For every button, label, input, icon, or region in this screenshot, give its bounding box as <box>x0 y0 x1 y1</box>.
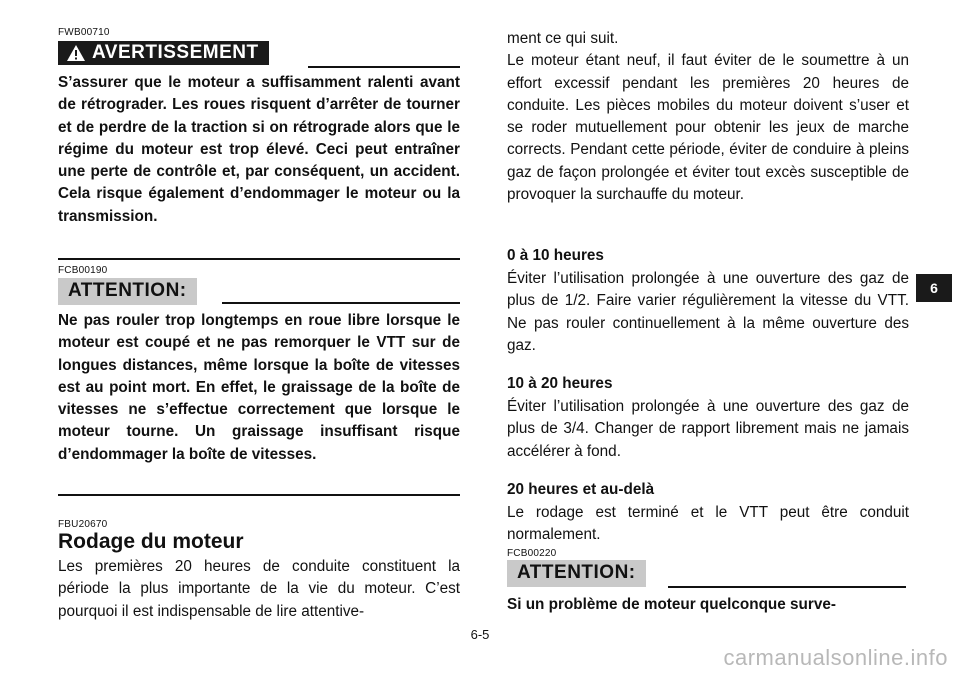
caution2-text: Si un problème de moteur quelconque surve- <box>507 596 836 613</box>
stage3-text: Le rodage est terminé et le VTT peut être conduit normalement. <box>507 504 909 544</box>
chapter-tab: 6 <box>916 274 952 302</box>
warning-text: S’assurer que le moteur a suffisamment ralenti avant de rétrograder. Les roues risquent d’arrêter de tourner et de perdre de la traction si on rétrograde alors que le régime du moteur est trop élevé. Ceci peut entraîner une perte de contrôle et, par conséquent, un accident. Cela risque également d’endommager le moteur ou la transmission. <box>58 74 460 225</box>
caution-label-box <box>58 280 197 302</box>
warning-label-text: AVERTISSEMENT <box>92 42 259 63</box>
stage2-heading: 10 à 20 heures <box>507 375 613 392</box>
caution-text: Ne pas rouler trop longtemps en roue libre lorsque le moteur est coupé et ne pas remorquer le VTT sur de longues distances, même lorsque la boîte de vitesses est au point mort. En effet, le graissage de la boîte de vitesses ne s’effectue correctement que lorsque le moteur tourne. Un graissage insuffisant risque d’endommager la boîte de vitesses. <box>58 312 460 463</box>
caution2-label-box <box>507 562 646 584</box>
caution-label: ATTENTION: <box>58 278 197 305</box>
caution2-header-rule <box>668 586 906 588</box>
watermark: carmanualsonline.info <box>723 645 948 670</box>
page-number: 6-5 <box>470 627 490 642</box>
caution-header-rule <box>222 302 460 304</box>
section-title: Rodage du moteur <box>58 530 244 553</box>
warning-header-rule <box>308 66 460 68</box>
warning-code: FWB00710 <box>58 27 110 38</box>
stage2-text: Éviter l’utilisation prolongée à une ouverture des gaz de plus de 3/4. Changer de rapport librement mais ne jamais accélérer à fond. <box>507 398 909 460</box>
caution-code: FCB00190 <box>58 265 108 276</box>
warning-label-box <box>58 42 269 64</box>
caution-bottom-rule <box>58 494 460 496</box>
stage1-text: Éviter l’utilisation prolongée à une ouverture des gaz de plus de 1/2. Faire varier régulièrement la vitesse du VTT. Ne pas rouler continuellement à la même ouverture des gaz. <box>507 270 909 354</box>
caution2-label: ATTENTION: <box>507 560 646 587</box>
caution2-code: FCB00220 <box>507 548 557 559</box>
warning-label <box>58 41 269 65</box>
warning-bottom-rule <box>58 258 460 260</box>
warning-triangle-icon <box>66 44 86 62</box>
break-in-intro: ment ce qui suit. Le moteur étant neuf, il faut éviter de le soumettre à un effort excessif pendant les premières 20 heures de conduite. Les pièces mobiles du moteur doivent s’user et se roder mutuellement pour obtenir les jeux de marche corrects. Pendant cette période, éviter de conduire à pleins gaz de façon prolongée et éviter tout excès susceptible de provoquer la surchauffe du moteur. <box>507 30 909 204</box>
section-intro: Les premières 20 heures de conduite constituent la période la plus importante de la vie du moteur. C’est pourquoi il est indispensable de lire attentive- <box>58 558 460 620</box>
stage1-heading: 0 à 10 heures <box>507 247 604 264</box>
section-code: FBU20670 <box>58 519 108 530</box>
stage3-heading: 20 heures et au-delà <box>507 481 655 498</box>
